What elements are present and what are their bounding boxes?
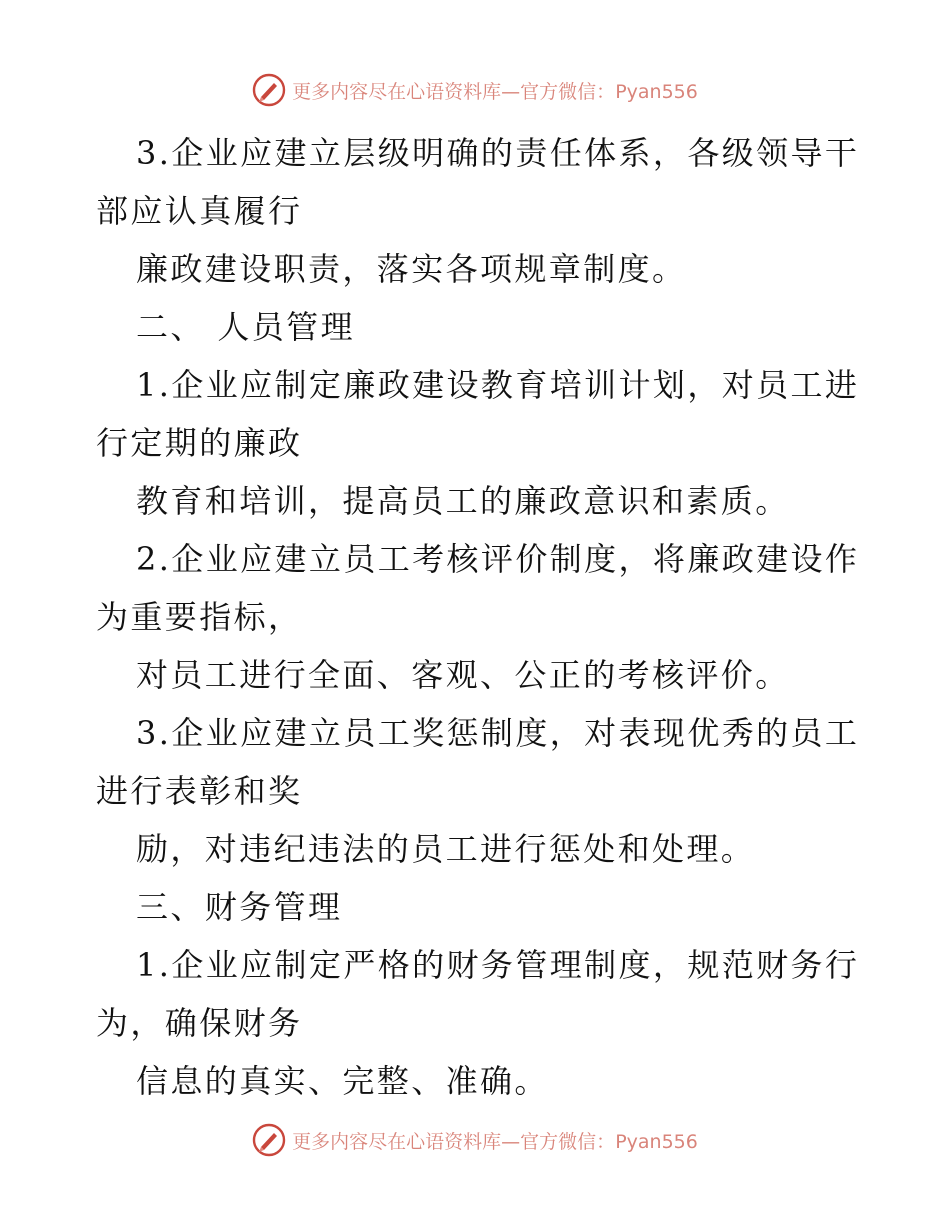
text-line: 2.企业应建立员工考核评价制度，将廉政建设作 bbox=[136, 540, 860, 578]
text-line: 行定期的廉政 bbox=[96, 424, 303, 462]
footer-watermark bbox=[0, 1120, 950, 1160]
header-watermark bbox=[0, 70, 950, 110]
section-heading: 二、 人员管理 bbox=[136, 308, 355, 346]
pen-circle-logo-icon bbox=[252, 73, 286, 107]
text-line: 为，确保财务 bbox=[96, 1004, 303, 1042]
text-line: 3.企业应建立员工奖惩制度，对表现优秀的员工 bbox=[136, 714, 860, 752]
pen-circle-logo-icon bbox=[252, 1123, 286, 1157]
text-line: 教育和培训，提高员工的廉政意识和素质。 bbox=[136, 482, 790, 520]
text-line: 1.企业应制定廉政建设教育培训计划，对员工进 bbox=[136, 366, 860, 404]
text-line: 信息的真实、完整、准确。 bbox=[136, 1062, 549, 1100]
text-line: 3.企业应建立层级明确的责任体系，各级领导干 bbox=[136, 134, 860, 172]
text-line: 部应认真履行 bbox=[96, 192, 303, 230]
text-line: 对员工进行全面、客观、公正的考核评价。 bbox=[136, 656, 790, 694]
text-line: 进行表彰和奖 bbox=[96, 772, 303, 810]
text-line: 励，对违纪违法的员工进行惩处和处理。 bbox=[136, 830, 756, 868]
watermark-text: 更多内容尽在心语资料库—官方微信：Pyan556 bbox=[292, 80, 698, 103]
document-body bbox=[96, 124, 860, 1110]
text-line: 为重要指标， bbox=[96, 598, 303, 636]
text-line: 廉政建设职责，落实各项规章制度。 bbox=[136, 250, 687, 288]
text-line: 1.企业应制定严格的财务管理制度，规范财务行 bbox=[136, 946, 860, 984]
section-heading: 三、财务管理 bbox=[136, 888, 343, 926]
watermark-text: 更多内容尽在心语资料库—官方微信：Pyan556 bbox=[292, 1130, 698, 1153]
